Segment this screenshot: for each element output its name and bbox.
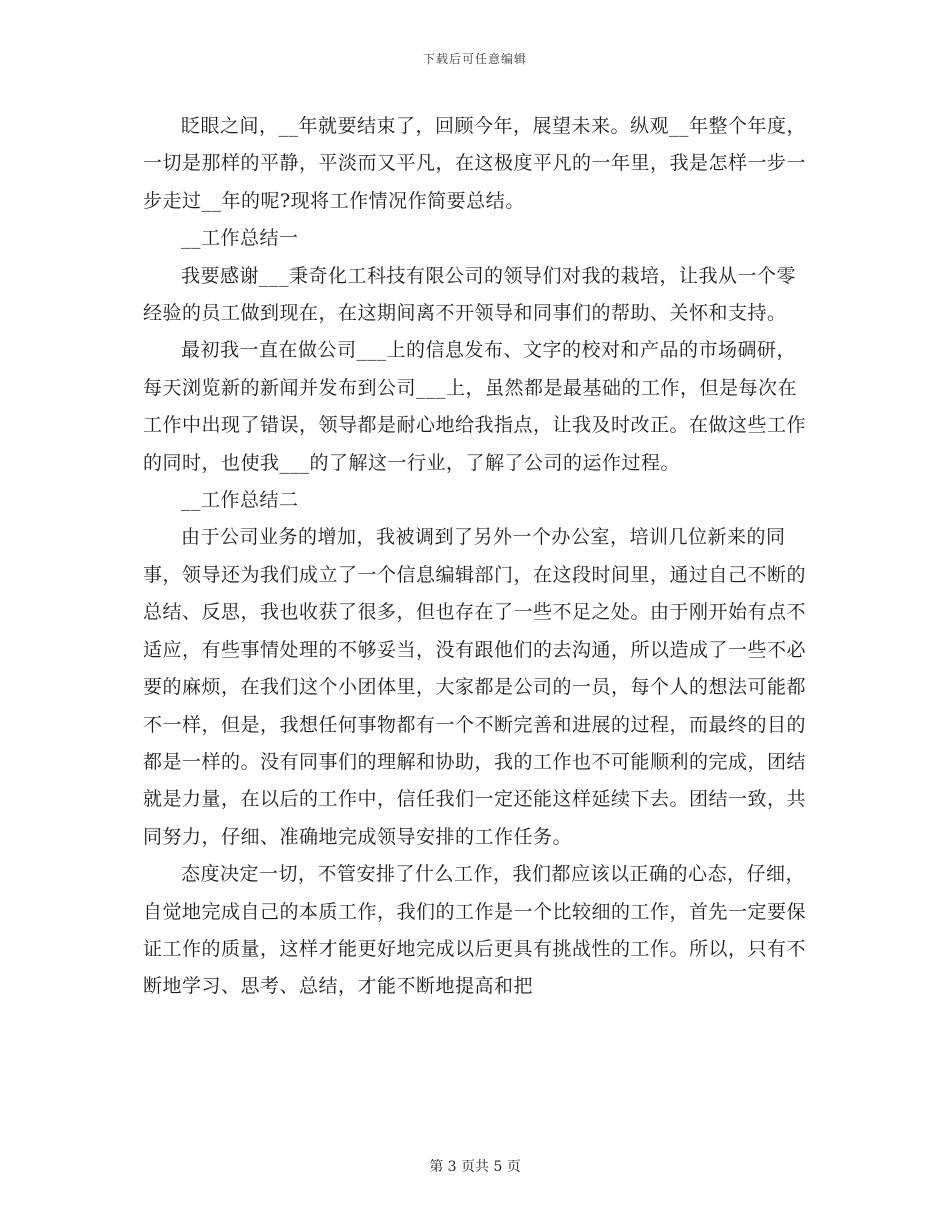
- section-heading-1: __工作总结一: [181, 227, 299, 250]
- paragraph-thanks: 我要感谢___秉奇化工科技有限公司的领导们对我的栽培，让我从一个零经验的员工做到现在，在这期间离不开领导和同事们的帮助、关怀和支持。: [143, 264, 797, 325]
- paragraph-intro: 眨眼之间，__年就要结束了，回顾今年，展望未来。纵观__年整个年度，一切是那样的平静，平淡而又平凡，在这极度平凡的一年里，我是怎样一步一步走过__年的呢?现将工作情况作简要总结。: [143, 115, 807, 212]
- page-footer: 第 3 页共 5 页: [429, 1159, 521, 1175]
- paragraph-attitude: 态度决定一切，不管安排了什么工作，我们都应该以正确的心态，仔细，自觉地完成自己的本质工作，我们的工作是一个比较细的工作，首先一定要保证工作的质量，这样才能更好地完成以后更具有挑战性的工作。所以，只有不断地学习、思考、总结，才能不断地提高和把: [143, 863, 807, 998]
- page-header: 下载后可任意编辑: [422, 52, 527, 66]
- section-heading-2: __工作总结二: [181, 489, 299, 512]
- paragraph-team: 由于公司业务的增加，我被调到了另外一个办公室，培训几位新来的同事，领导还为我们成立了一个信息编辑部门，在这段时间里，通过自己不断的总结、反思，我也收获了很多，但也存在了一些不足之处。由于刚开始有点不适应，有些事情处理的不够妥当，没有跟他们的去沟通，所以造成了一些不必要的麻烦，在我们这个小团体里，大家都是公司的一员，每个人的想法可能都不一样，但是，我想任何事物都有一个不断完善和进展的过程，而最终的目的都是一样的。没有同事们的理解和协助，我的工作也不可能顺利的完成，团结就是力量，在以后的工作中，信任我们一定还能这样延续下去。团结一致，共同努力，仔细、准确地完成领导安排的工作任务。: [143, 526, 807, 848]
- paragraph-initial-work: 最初我一直在做公司___上的信息发布、文字的校对和产品的市场碉研，每天浏览新的新闻并发布到公司___上，虽然都是最基础的工作，但是每次在工作中出现了错误，领导都是耐心地给我指点，让我及时改正。在做这些工作的同时，也使我___的了解这一行业，了解了公司的运作过程。: [143, 339, 807, 474]
- document-body: [143, 108, 815, 1006]
